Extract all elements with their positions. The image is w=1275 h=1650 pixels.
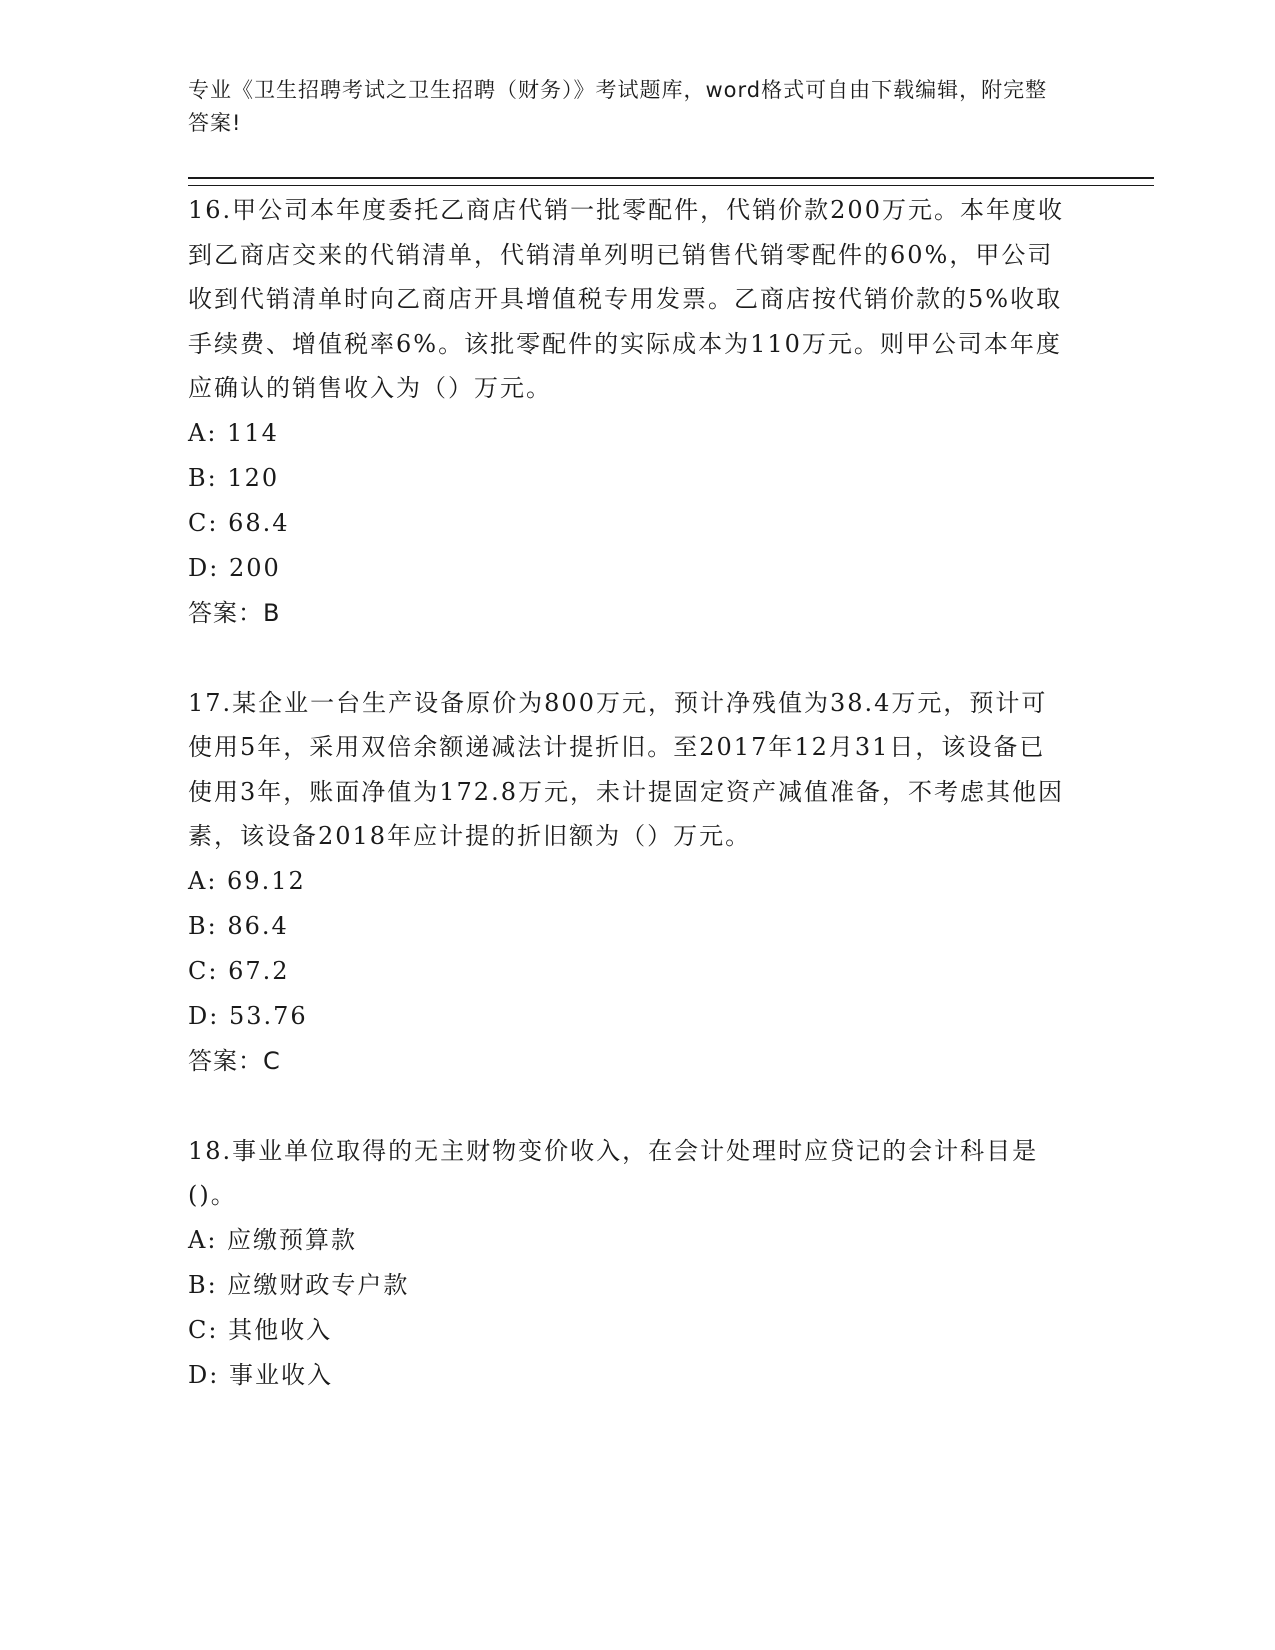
option-b: B: 120	[188, 463, 280, 492]
option-a: A: 应缴预算款	[188, 1225, 358, 1254]
option-b: B: 86.4	[188, 911, 289, 940]
option-c: C: 67.2	[188, 956, 290, 985]
page-header: 专业《卫生招聘考试之卫生招聘（财务）》考试题库，word格式可自由下载编辑，附完整答案!	[188, 78, 1048, 135]
option-c: C: 其他收入	[188, 1315, 333, 1344]
option-b: B: 应缴财政专户款	[188, 1270, 410, 1299]
option-a: A: 69.12	[188, 866, 306, 895]
answer-line: 答案：C	[188, 1046, 281, 1075]
option-c: C: 68.4	[188, 508, 290, 537]
question-18	[188, 1129, 1068, 1398]
option-d: D: 事业收入	[188, 1360, 333, 1389]
question-stem: 17.某企业一台生产设备原价为800万元，预计净残值为38.4万元，预计可使用5年，采用双倍余额递减法计提折旧。至2017年12月31日，该设备已使用3年，账面净值为172.8万元，未计提固定资产减值准备，不考虑其他因素，该设备2018年应计提的折旧额为（）万元。	[188, 688, 1064, 850]
question-stem: 16.甲公司本年度委托乙商店代销一批零配件，代销价款200万元。本年度收到乙商店交来的代销清单，代销清单列明已销售代销零配件的60%，甲公司收到代销清单时向乙商店开具增值税专用发票。乙商店按代销价款的5%收取手续费、增值税率6%。该批零配件的实际成本为110万元。则甲公司本年度应确认的销售收入为（）万元。	[188, 196, 1064, 402]
option-d: D: 200	[188, 553, 281, 582]
header-divider	[188, 177, 1154, 186]
question-stem: 18.事业单位取得的无主财物变价收入，在会计处理时应贷记的会计科目是()。	[188, 1136, 1039, 1209]
option-d: D: 53.76	[188, 1001, 308, 1030]
question-16	[188, 188, 1068, 635]
answer-line: 答案：B	[188, 598, 281, 627]
question-17	[188, 681, 1068, 1083]
question-list	[188, 188, 1068, 1444]
option-a: A: 114	[188, 418, 279, 447]
